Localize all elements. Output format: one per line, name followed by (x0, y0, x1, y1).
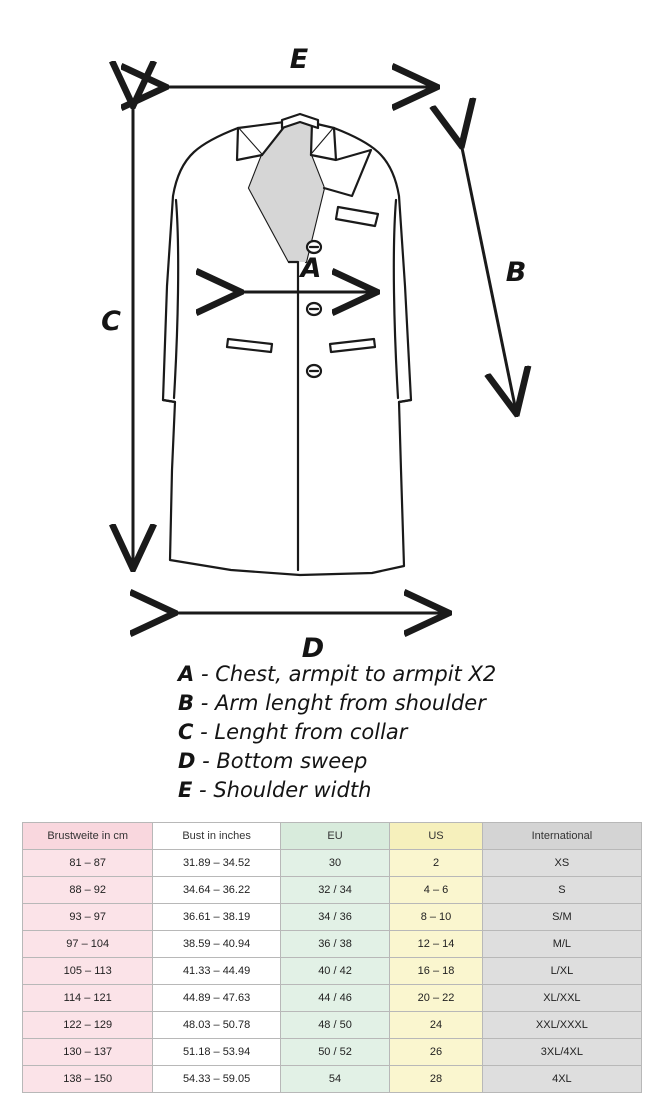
cell-us: 2 (390, 850, 483, 877)
cell-brustweite: 81 – 87 (23, 850, 153, 877)
table-row (23, 958, 642, 985)
cell-bust-inches: 31.89 – 34.52 (153, 850, 280, 877)
column-header-eu: EU (280, 823, 389, 850)
cell-eu: 48 / 50 (280, 1012, 389, 1039)
cell-brustweite: 93 – 97 (23, 904, 153, 931)
label-c: C (101, 306, 121, 337)
table-row (23, 904, 642, 931)
cell-us: 16 – 18 (390, 958, 483, 985)
cell-international: S/M (482, 904, 641, 931)
cell-us: 24 (390, 1012, 483, 1039)
column-header-us: US (390, 823, 483, 850)
legend-dash: - (200, 720, 208, 744)
cell-brustweite: 88 – 92 (23, 877, 153, 904)
cell-eu: 34 / 36 (280, 904, 389, 931)
legend-letter: C (178, 720, 194, 744)
cell-brustweite: 97 – 104 (23, 931, 153, 958)
cell-bust-inches: 38.59 – 40.94 (153, 931, 280, 958)
table-row (23, 850, 642, 877)
legend-item (178, 660, 664, 689)
cell-us: 26 (390, 1039, 483, 1066)
cell-international: M/L (482, 931, 641, 958)
table-header-row (23, 823, 642, 850)
legend-text: Chest, armpit to armpit X2 (215, 662, 497, 686)
cell-bust-inches: 41.33 – 44.49 (153, 958, 280, 985)
cell-brustweite: 105 – 113 (23, 958, 153, 985)
cell-us: 20 – 22 (390, 985, 483, 1012)
cell-bust-inches: 48.03 – 50.78 (153, 1012, 280, 1039)
cell-eu: 30 (280, 850, 389, 877)
cell-us: 4 – 6 (390, 877, 483, 904)
legend-item (178, 776, 664, 805)
column-header-brustweite: Brustweite in cm (23, 823, 153, 850)
coat-outline (163, 114, 411, 575)
cell-bust-inches: 54.33 – 59.05 (153, 1066, 280, 1093)
cell-bust-inches: 44.89 – 47.63 (153, 985, 280, 1012)
cell-brustweite: 114 – 121 (23, 985, 153, 1012)
table-row (23, 1012, 642, 1039)
cell-brustweite: 138 – 150 (23, 1066, 153, 1093)
cell-international: 4XL (482, 1066, 641, 1093)
cell-eu: 44 / 46 (280, 985, 389, 1012)
cell-eu: 54 (280, 1066, 389, 1093)
label-a: A (300, 253, 322, 284)
cell-brustweite: 122 – 129 (23, 1012, 153, 1039)
table-row (23, 1039, 642, 1066)
legend-text: Arm lenght from shoulder (214, 691, 486, 715)
table-row (23, 931, 642, 958)
legend-dash: - (202, 749, 210, 773)
cell-international: XL/XXL (482, 985, 641, 1012)
legend-letter: E (178, 778, 193, 802)
cell-eu: 36 / 38 (280, 931, 389, 958)
size-chart-table (22, 822, 642, 1093)
cell-us: 28 (390, 1066, 483, 1093)
legend-dash: - (200, 662, 209, 686)
legend-item (178, 689, 664, 718)
legend-dash: - (199, 778, 207, 802)
cell-international: L/XL (482, 958, 641, 985)
legend-text: Bottom sweep (216, 749, 368, 773)
legend-item (178, 747, 664, 776)
cell-bust-inches: 36.61 – 38.19 (153, 904, 280, 931)
cell-eu: 50 / 52 (280, 1039, 389, 1066)
cell-international: 3XL/4XL (482, 1039, 641, 1066)
cell-eu: 40 / 42 (280, 958, 389, 985)
legend-letter: A (178, 662, 195, 686)
cell-international: XS (482, 850, 641, 877)
legend-text: Lenght from collar (214, 720, 408, 744)
label-d: D (301, 633, 325, 660)
cell-brustweite: 130 – 137 (23, 1039, 153, 1066)
legend (0, 660, 664, 805)
legend-letter: D (178, 749, 196, 773)
table-row (23, 877, 642, 904)
cell-bust-inches: 34.64 – 36.22 (153, 877, 280, 904)
legend-text: Shoulder width (213, 778, 372, 802)
column-header-bust-inches: Bust in inches (153, 823, 280, 850)
cell-international: S (482, 877, 641, 904)
table-row (23, 985, 642, 1012)
cell-us: 8 – 10 (390, 904, 483, 931)
label-e: E (289, 44, 309, 75)
legend-item (178, 718, 664, 747)
legend-letter: B (178, 691, 195, 715)
cell-eu: 32 / 34 (280, 877, 389, 904)
cell-us: 12 – 14 (390, 931, 483, 958)
legend-dash: - (200, 691, 209, 715)
cell-bust-inches: 51.18 – 53.94 (153, 1039, 280, 1066)
table-row (23, 1066, 642, 1093)
column-header-international: International (482, 823, 641, 850)
label-b: B (505, 257, 527, 288)
cell-international: XXL/XXXL (482, 1012, 641, 1039)
